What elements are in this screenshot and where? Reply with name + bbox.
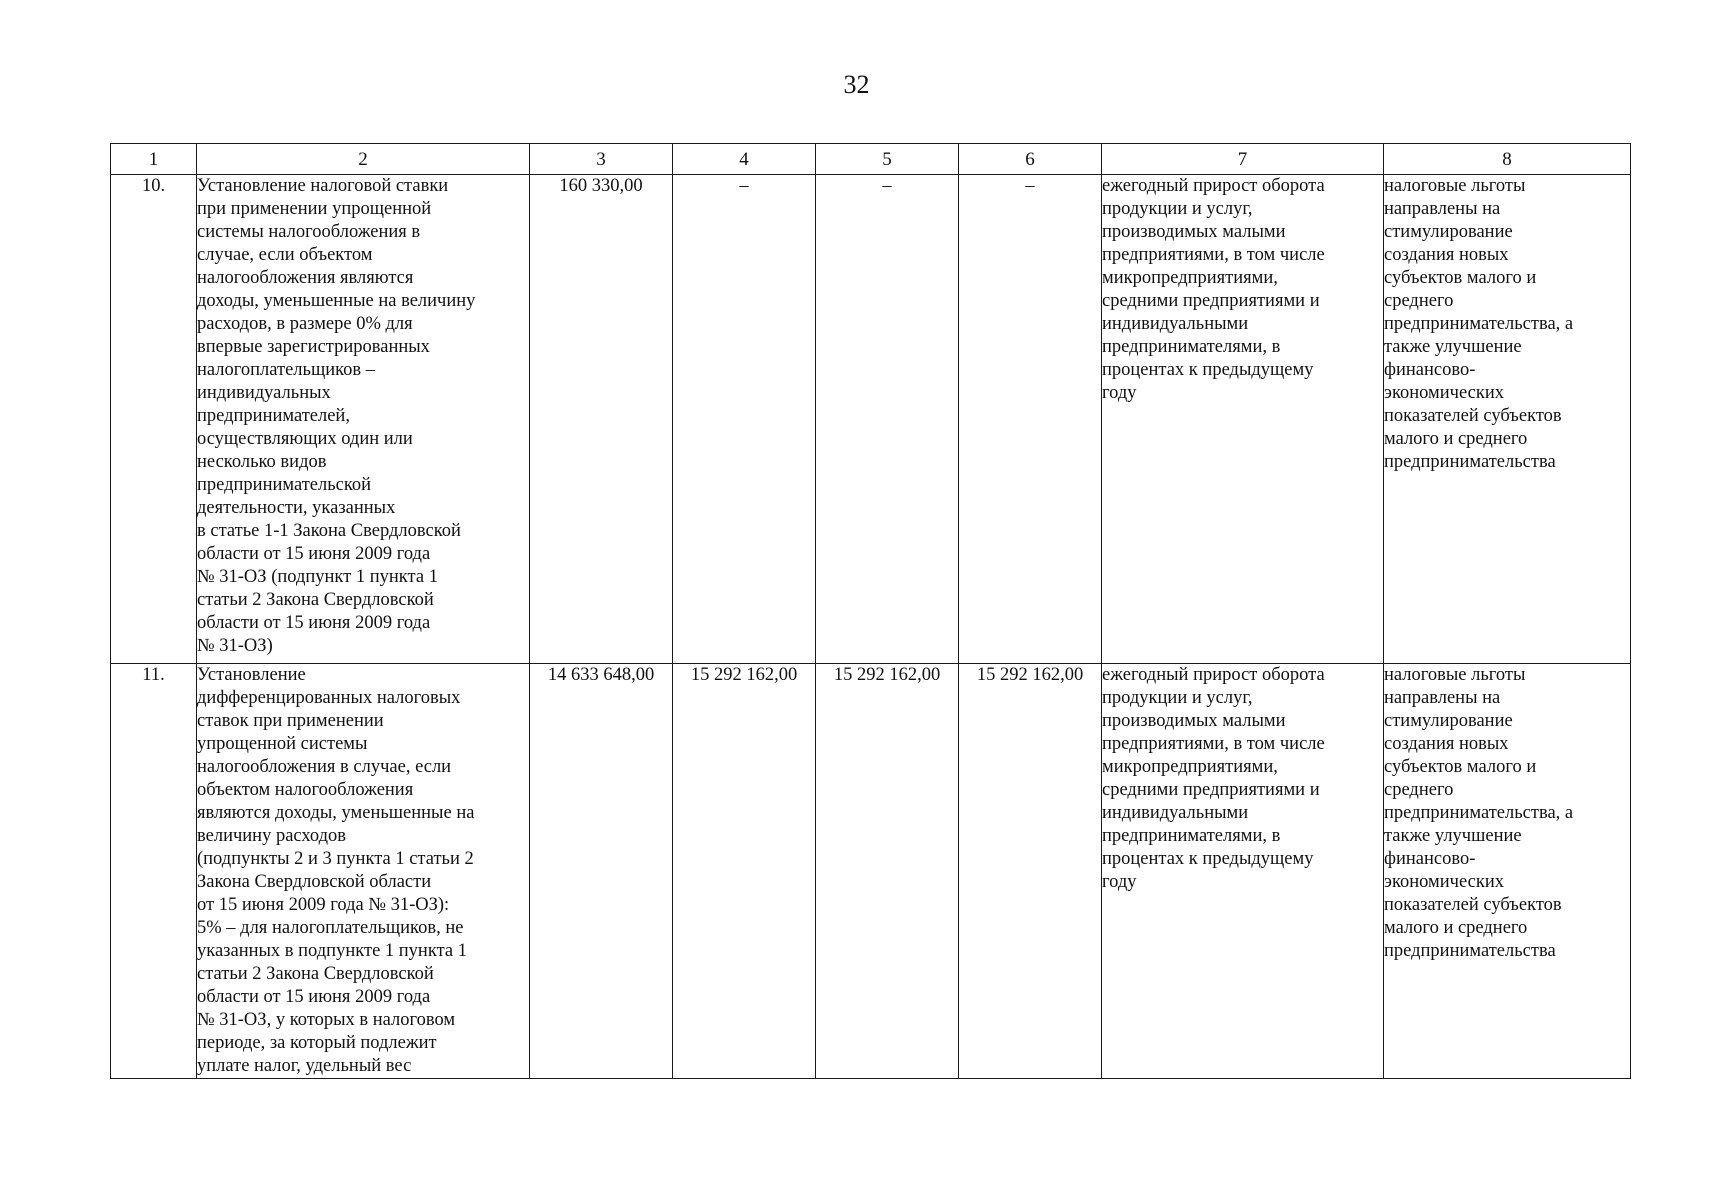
row-number: 11.: [111, 664, 197, 1079]
goal-line: направлены на: [1384, 688, 1501, 708]
indicator-line: году: [1102, 383, 1137, 403]
indicator-line: процентах к предыдущему: [1102, 849, 1314, 869]
goal-line: также улучшение: [1384, 337, 1522, 357]
description-line: предпринимателей,: [197, 406, 350, 426]
description-line: периоде, за который подлежит: [197, 1033, 437, 1053]
indicator-line: продукции и услуг,: [1102, 688, 1253, 708]
indicator-line: ежегодный прирост оборота: [1102, 665, 1325, 685]
description-line: объектом налогообложения: [197, 780, 414, 800]
header-col-3: 3: [530, 144, 673, 175]
description-line: деятельности, указанных: [197, 498, 396, 518]
cell-col-6: –: [959, 175, 1102, 664]
cell-indicator: [1102, 175, 1384, 664]
goal-line: предпринимательства: [1384, 941, 1556, 961]
goal-line: предпринимательства: [1384, 452, 1556, 472]
goal-line: предпринимательства, а: [1384, 314, 1574, 334]
goal-line: создания новых: [1384, 734, 1509, 754]
goal-line: субъектов малого и: [1384, 268, 1537, 288]
indicator-line: производимых малыми: [1102, 222, 1286, 242]
goal-line: стимулирование: [1384, 711, 1513, 731]
goal-line: налоговые льготы: [1384, 176, 1526, 196]
cell-col-3: 160 330,00: [530, 175, 673, 664]
description-line: системы налогообложения в: [197, 222, 421, 242]
indicator-line: производимых малыми: [1102, 711, 1286, 731]
tax-benefits-table: [110, 143, 1631, 1079]
description-line: упрощенной системы: [197, 734, 368, 754]
description-line: налогообложения в случае, если: [197, 757, 452, 777]
description-line: доходы, уменьшенные на величину: [197, 291, 476, 311]
indicator-line: средними предприятиями и: [1102, 291, 1320, 311]
description-line: величину расходов: [197, 826, 347, 846]
description-line: при применении упрощенной: [197, 199, 432, 219]
description-line: ставок при применении: [197, 711, 384, 731]
description-line: предпринимательской: [197, 475, 372, 495]
indicator-line: предприятиями, в том числе: [1102, 734, 1325, 754]
goal-line: показателей субъектов: [1384, 895, 1562, 915]
goal-line: среднего: [1384, 291, 1454, 311]
cell-goal: [1384, 664, 1631, 1079]
goal-line: стимулирование: [1384, 222, 1513, 242]
indicator-line: ежегодный прирост оборота: [1102, 176, 1325, 196]
indicator-line: индивидуальными: [1102, 314, 1249, 334]
goal-line: малого и среднего: [1384, 918, 1528, 938]
table-row: [111, 175, 1631, 664]
goal-line: малого и среднего: [1384, 429, 1528, 449]
description-line: Установление налоговой ставки: [197, 176, 449, 196]
cell-col-6: 15 292 162,00: [959, 664, 1102, 1079]
description-line: уплате налог, удельный вес: [197, 1056, 412, 1076]
description-line: дифференцированных налоговых: [197, 688, 461, 708]
goal-line: предпринимательства, а: [1384, 803, 1574, 823]
goal-line: показателей субъектов: [1384, 406, 1562, 426]
header-col-6: 6: [959, 144, 1102, 175]
table-row: [111, 664, 1631, 1079]
cell-col-5: –: [816, 175, 959, 664]
description-line: в статье 1-1 Закона Свердловской: [197, 521, 461, 541]
goal-line: среднего: [1384, 780, 1454, 800]
header-col-5: 5: [816, 144, 959, 175]
description-line: налогообложения являются: [197, 268, 414, 288]
indicator-line: году: [1102, 872, 1137, 892]
indicator-line: предпринимателями, в: [1102, 337, 1281, 357]
indicator-line: продукции и услуг,: [1102, 199, 1253, 219]
header-row: [111, 144, 1631, 175]
indicator-line: микропредприятиями,: [1102, 268, 1278, 288]
cell-goal: [1384, 175, 1631, 664]
row-number: 10.: [111, 175, 197, 664]
description-line: статьи 2 Закона Свердловской: [197, 964, 434, 984]
indicator-line: микропредприятиями,: [1102, 757, 1278, 777]
description-line: № 31-ОЗ, у которых в налоговом: [197, 1010, 456, 1030]
description-line: несколько видов: [197, 452, 327, 472]
description-line: статьи 2 Закона Свердловской: [197, 590, 434, 610]
cell-col-4: –: [673, 175, 816, 664]
description-line: случае, если объектом: [197, 245, 373, 265]
description-line: области от 15 июня 2009 года: [197, 613, 431, 633]
goal-line: субъектов малого и: [1384, 757, 1537, 777]
header-col-4: 4: [673, 144, 816, 175]
description-line: Установление: [197, 665, 306, 685]
goal-line: также улучшение: [1384, 826, 1522, 846]
cell-col-4: 15 292 162,00: [673, 664, 816, 1079]
indicator-line: средними предприятиями и: [1102, 780, 1320, 800]
row-description: [197, 175, 530, 664]
description-line: № 31-ОЗ): [197, 636, 273, 656]
header-col-8: 8: [1384, 144, 1631, 175]
goal-line: экономических: [1384, 872, 1504, 892]
goal-line: направлены на: [1384, 199, 1501, 219]
row-description: [197, 664, 530, 1079]
indicator-line: процентах к предыдущему: [1102, 360, 1314, 380]
cell-indicator: [1102, 664, 1384, 1079]
description-line: (подпункты 2 и 3 пункта 1 статьи 2: [197, 849, 474, 869]
header-col-7: 7: [1102, 144, 1384, 175]
goal-line: финансово-: [1384, 360, 1476, 380]
description-line: осуществляющих один или: [197, 429, 413, 449]
goal-line: налоговые льготы: [1384, 665, 1526, 685]
description-line: впервые зарегистрированных: [197, 337, 430, 357]
goal-line: создания новых: [1384, 245, 1509, 265]
description-line: области от 15 июня 2009 года: [197, 544, 431, 564]
indicator-line: предпринимателями, в: [1102, 826, 1281, 846]
description-line: указанных в подпункте 1 пункта 1: [197, 941, 467, 961]
header-col-2: 2: [197, 144, 530, 175]
page-number: 32: [843, 70, 870, 99]
indicator-line: индивидуальными: [1102, 803, 1249, 823]
description-line: являются доходы, уменьшенные на: [197, 803, 475, 823]
description-line: Закона Свердловской области: [197, 872, 432, 892]
goal-line: финансово-: [1384, 849, 1476, 869]
goal-line: экономических: [1384, 383, 1504, 403]
cell-col-5: 15 292 162,00: [816, 664, 959, 1079]
description-line: расходов, в размере 0% для: [197, 314, 413, 334]
header-col-1: 1: [111, 144, 197, 175]
description-line: индивидуальных: [197, 383, 331, 403]
description-line: области от 15 июня 2009 года: [197, 987, 431, 1007]
indicator-line: предприятиями, в том числе: [1102, 245, 1325, 265]
description-line: от 15 июня 2009 года № 31-ОЗ):: [197, 895, 450, 915]
description-line: № 31-ОЗ (подпункт 1 пункта 1: [197, 567, 438, 587]
cell-col-3: 14 633 648,00: [530, 664, 673, 1079]
description-line: налогоплательщиков –: [197, 360, 376, 380]
description-line: 5% – для налогоплательщиков, не: [197, 918, 464, 938]
